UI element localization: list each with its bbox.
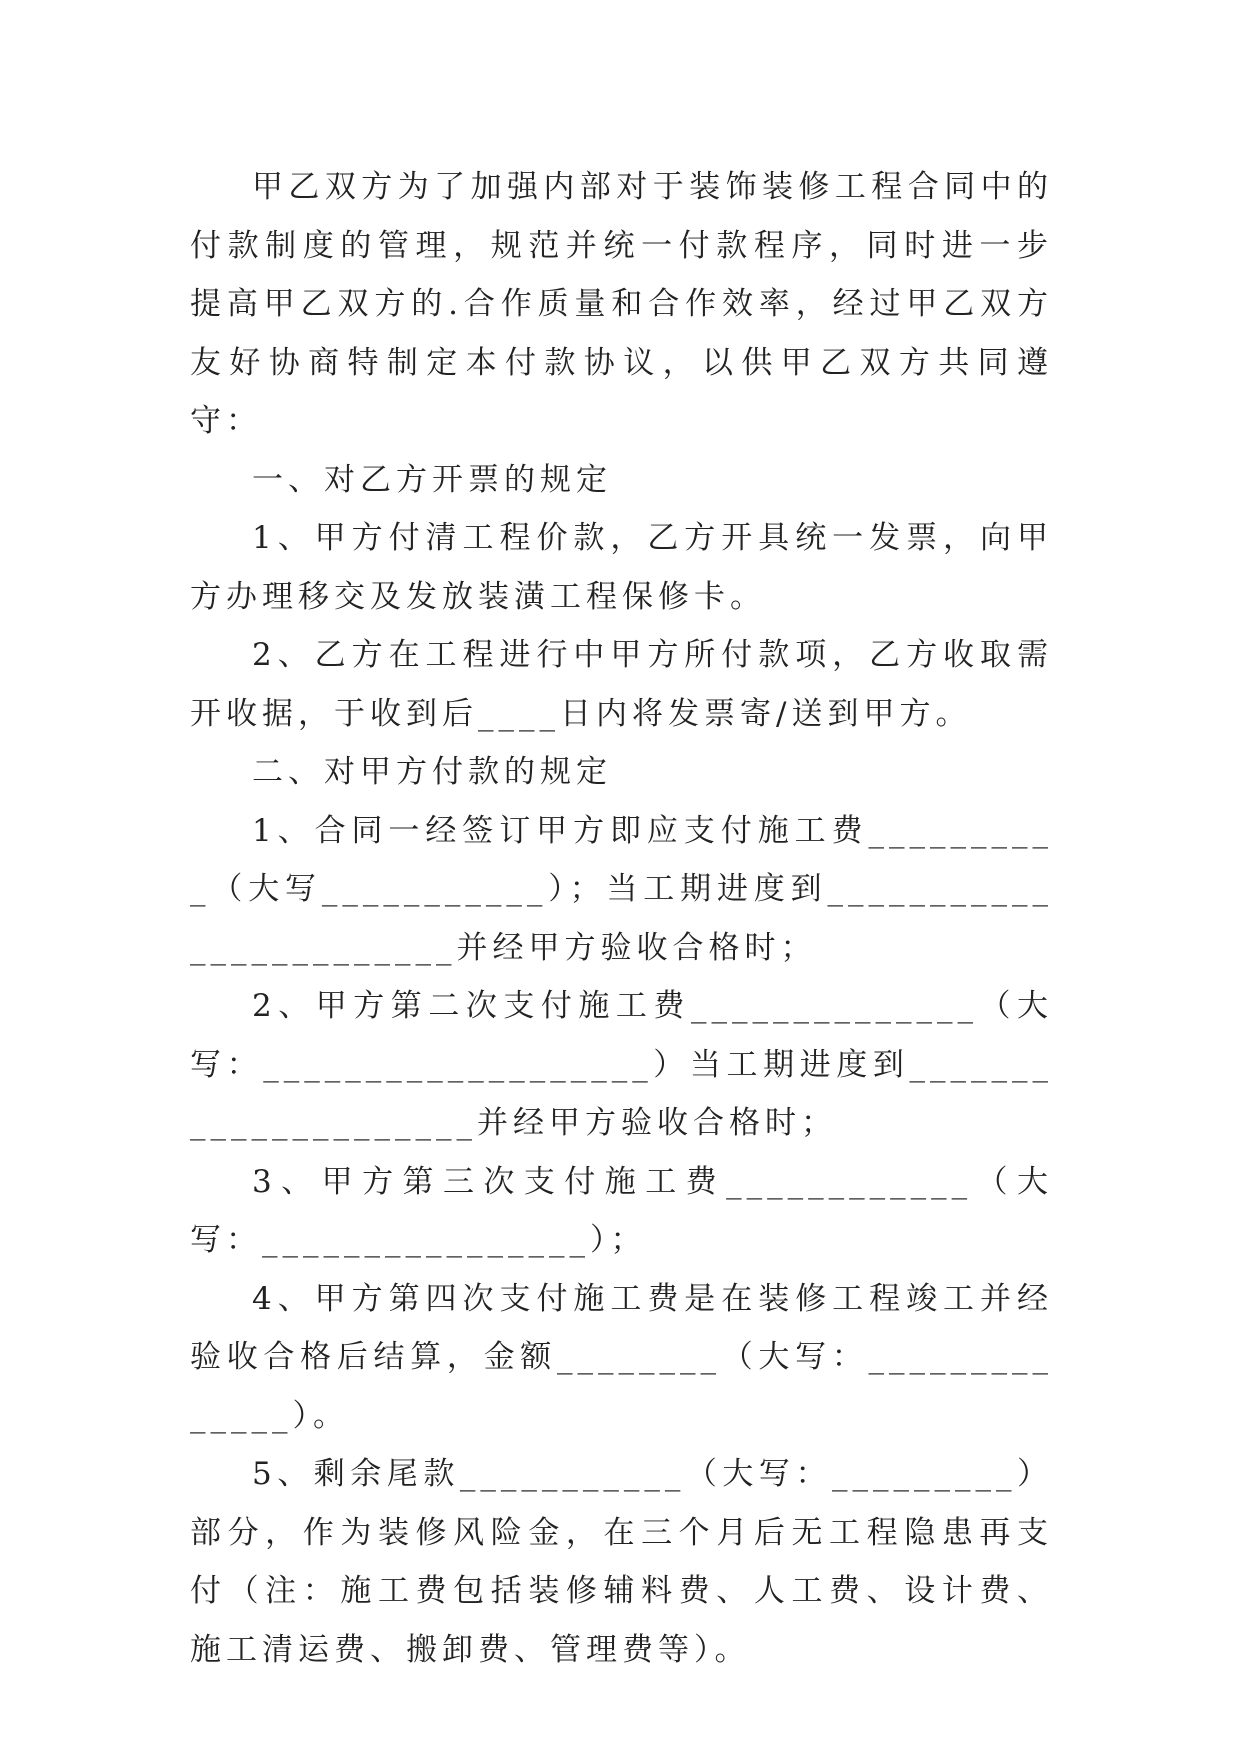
payment-clause-4: 4、甲方第四次支付施工费是在装修工程竣工并经验收合格后结算，金额________（大写：______________）。 — [190, 1280, 1053, 1434]
document-body — [190, 158, 1053, 1679]
invoice-clause-1: 1、甲方付清工程价款，乙方开具统一发票，向甲方办理移交及发放装潢工程保修卡。 — [190, 520, 1053, 615]
payment-clause-3: 3、甲方第三次支付施工费____________（大写：________________）； — [190, 1163, 1053, 1258]
intro-paragraph: 甲乙双方为了加强内部对于装饰装修工程合同中的付款制度的管理，规范并统一付款程序，同时进一步提高甲乙双方的.合作质量和合作效率，经过甲乙双方友好协商特制定本付款协议，以供甲乙双方共同遵守： — [190, 169, 1053, 439]
payment-clause-5: 5、剩余尾款___________（大写：_________）部分，作为装修风险金，在三个月后无工程隐患再支付（注：施工费包括装修辅料费、人工费、设计费、施工清运费、搬卸费、管理费等）。 — [190, 1456, 1053, 1668]
payment-clause-2: 2、甲方第二次支付施工费______________（大写：___________________）当工期进度到_____________________并经甲方验收合格时； — [190, 988, 1053, 1141]
section-heading-invoice: 一、对乙方开票的规定 — [252, 461, 612, 498]
invoice-clause-2: 2、乙方在工程进行中甲方所付款项，乙方收取需开收据，于收到后____日内将发票寄/送到甲方。 — [190, 637, 1053, 732]
section-heading-payment: 二、对甲方付款的规定 — [252, 754, 612, 790]
payment-clause-1: 1、合同一经签订甲方即应支付施工费__________（大写___________）；当工期进度到________________________并经甲方验收合格时； — [190, 812, 1053, 966]
